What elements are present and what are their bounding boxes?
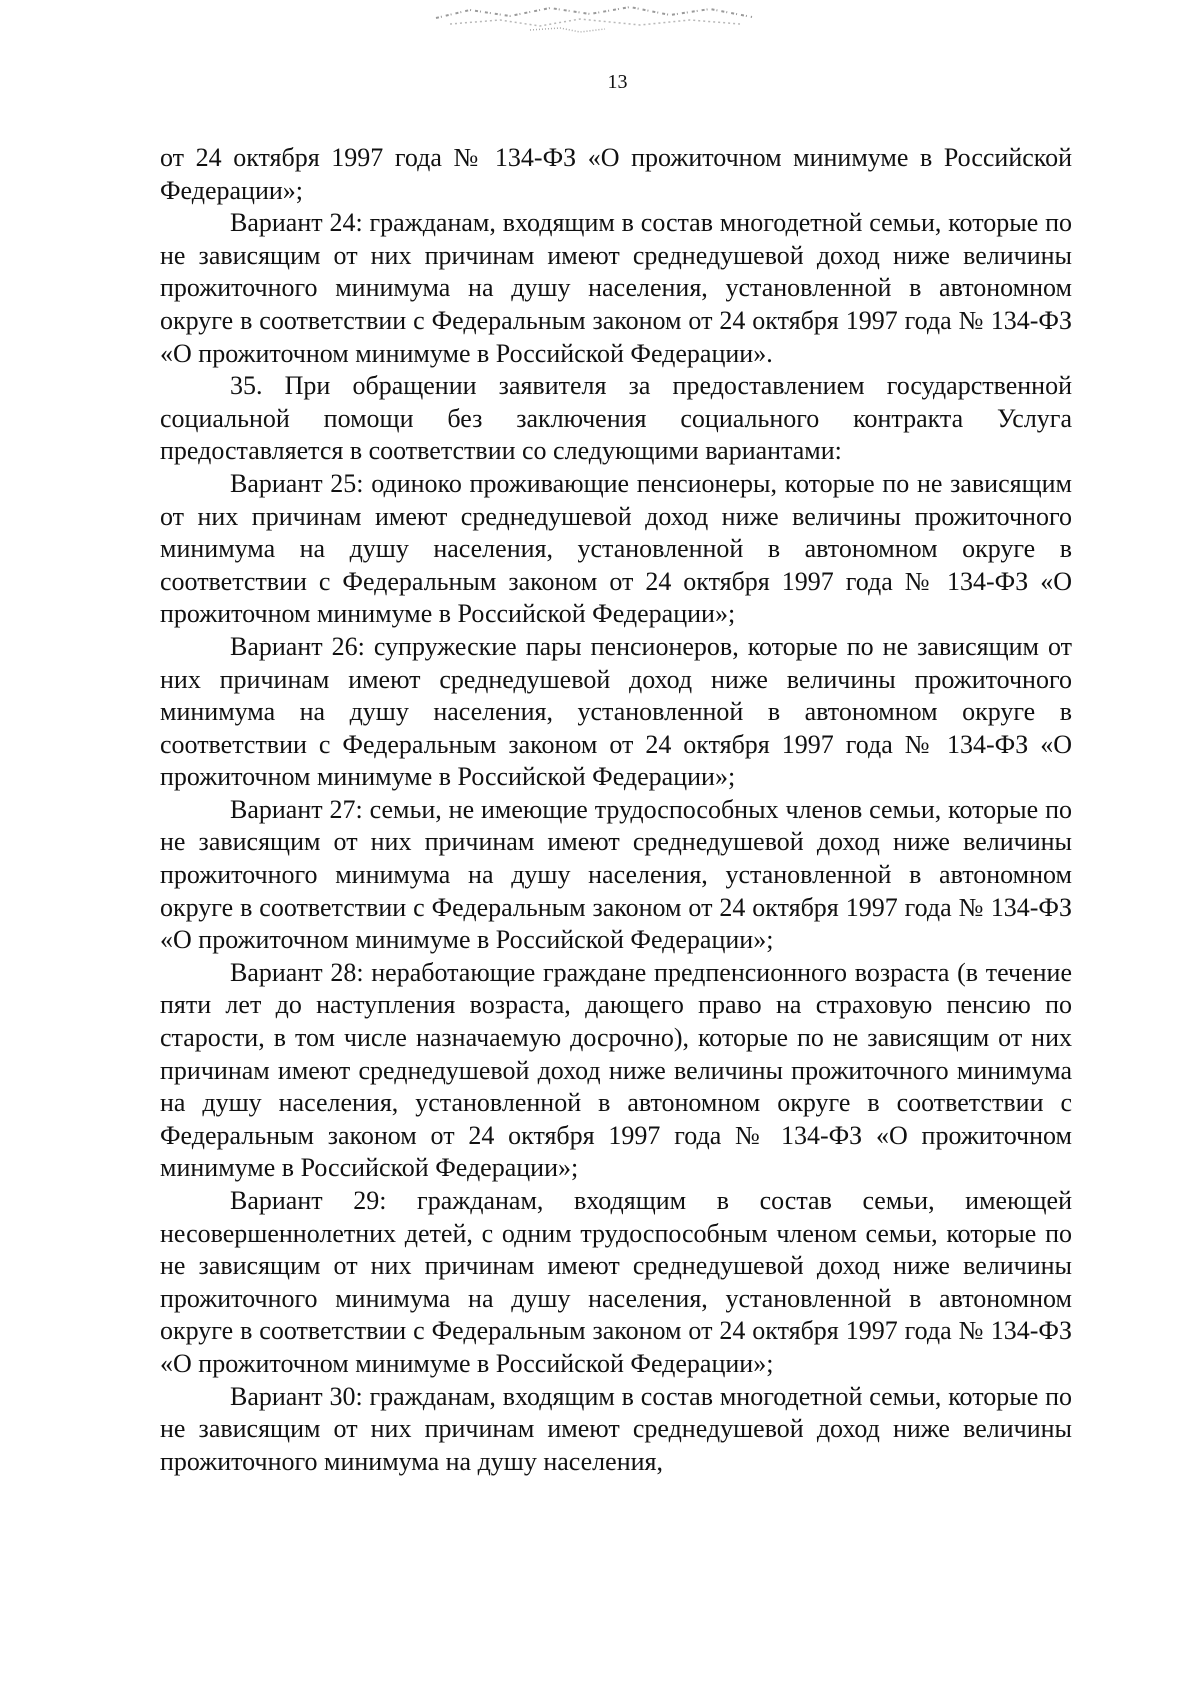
document-body	[160, 142, 1072, 1478]
paragraph-item-35: 35. При обращении заявителя за предоставлением государственной социальной помощи без заключения социального контракта Услуга предоставляется в соответствии со следующими вариантами:	[160, 371, 1072, 466]
paragraph-variant-28: Вариант 28: неработающие граждане предпенсионного возраста (в течение пяти лет до наступления возраста, дающего право на страховую пенсию по старости, в том числе назначаемую досрочно), которые по не зависящим от них причинам имеют среднедушевой доход ниже величины прожиточного минимума на душу населения, установленной в автономном округе в соответствии с Федеральным законом от 24 октября 1997 года № 134-ФЗ «О прожиточном минимуме в Российской Федерации»;	[160, 957, 1072, 1183]
page-number: 13	[607, 71, 628, 93]
paragraph-variant-25: Вариант 25: одиноко проживающие пенсионеры, которые по не зависящим от них причинам имеют среднедушевой доход ниже величины прожиточного минимума на душу населения, установленной в автономном округе в соответствии с Федеральным законом от 24 октября 1997 года № 134-ФЗ «О прожиточном минимуме в Российской Федерации»;	[160, 468, 1072, 629]
paragraph-variant-24: Вариант 24: гражданам, входящим в состав многодетной семьи, которые по не зависящим от них причинам имеют среднедушевой доход ниже величины прожиточного минимума на душу населения, установленной в автономном округе в соответствии с Федеральным законом от 24 октября 1997 года № 134-ФЗ «О прожиточном минимуме в Российской Федерации».	[160, 208, 1072, 368]
paragraph-variant-27: Вариант 27: семьи, не имеющие трудоспособных членов семьи, которые по не зависящим от них причинам имеют среднедушевой доход ниже величины прожиточного минимума на душу населения, установленной в автономном округе в соответствии с Федеральным законом от 24 октября 1997 года № 134-ФЗ «О прожиточном минимуме в Российской Федерации»;	[160, 794, 1072, 955]
paragraph-variant-29: Вариант 29: гражданам, входящим в состав семьи, имеющей несовершеннолетних детей, с одним трудоспособным членом семьи, которые по не зависящим от них причинам имеют среднедушевой доход ниже величины прожиточного минимума на душу населения, установленной в автономном округе в соответствии с Федеральным законом от 24 октября 1997 года № 134-ФЗ «О прожиточном минимуме в Российской Федерации»;	[160, 1186, 1072, 1378]
paragraph-variant-26: Вариант 26: супружеские пары пенсионеров, которые по не зависящим от них причинам имеют среднедушевой доход ниже величины прожиточного минимума на душу населения, установленной в автономном округе в соответствии с Федеральным законом от 24 октября 1997 года № 134-ФЗ «О прожиточном минимуме в Российской Федерации»;	[160, 631, 1072, 792]
paragraph-variant-30: Вариант 30: гражданам, входящим в состав многодетной семьи, которые по не зависящим от них причинам имеют среднедушевой доход ниже величины прожиточного минимума на душу населения,	[160, 1381, 1072, 1476]
scan-artifact	[430, 2, 760, 38]
paragraph-continuation: от 24 октября 1997 года № 134-ФЗ «О прожиточном минимуме в Российской Федерации»;	[160, 143, 1072, 205]
